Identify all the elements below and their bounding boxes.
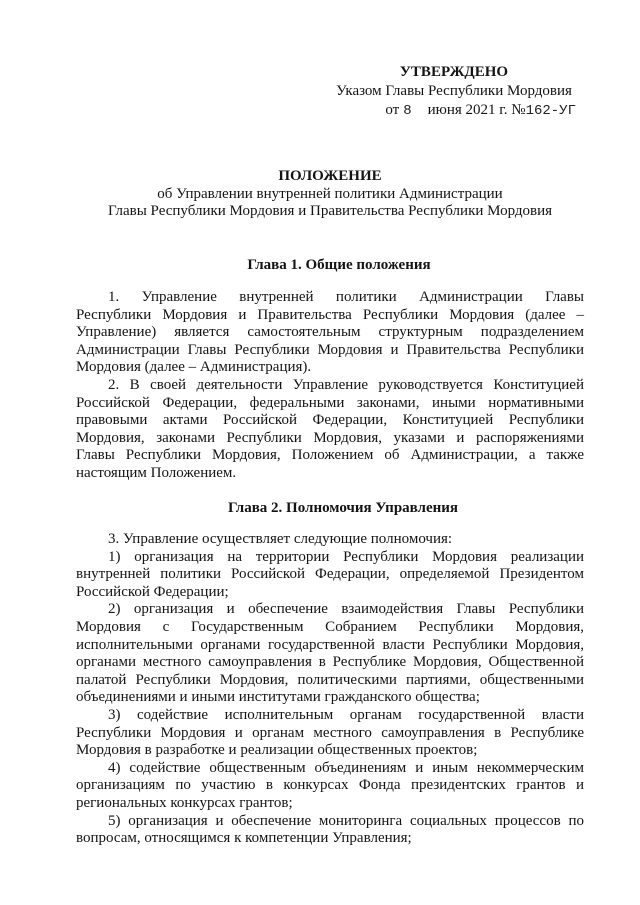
approval-title: УТВЕРЖДЕНО	[399, 64, 509, 80]
approval-block	[326, 63, 582, 121]
approval-number: 162-УГ	[525, 103, 576, 119]
list-item	[76, 707, 584, 760]
paragraph-line: Мордовия с Государственным Собранием Республики Мордовия,	[76, 618, 584, 635]
paragraph-line: Российской Федерации, федеральными законами, иными нормативными	[76, 394, 584, 411]
paragraph-line: палатой Республики Мордовия, политическими партиями, общественными	[76, 671, 584, 688]
paragraph-line: Управление) является самостоятельным структурным подразделением	[76, 324, 584, 341]
paragraph-line: 1. Управление внутренней политики Администрации Главы	[108, 289, 584, 305]
document-title	[76, 168, 584, 221]
paragraph-line: Мордовия, законами Республики Мордовия, указами и распоряжениями	[76, 429, 584, 446]
approval-date-line	[326, 101, 582, 121]
paragraph-line: 4) содействие общественным объединениям и иным некоммерческим	[108, 759, 584, 776]
paragraph-line: Мордовия (далее – Администрация).	[76, 359, 312, 376]
approval-date-rest: июня 2021 г. №	[427, 102, 526, 118]
approval-decree-line: Указом Главы Республики Мордовия	[336, 83, 572, 99]
paragraph-line: Главы Республики Мордовия, Положением об Администрации, а также	[76, 447, 584, 464]
paragraph-line: Республики Мордовия и органам местного самоуправления в Республике	[76, 724, 584, 741]
paragraph-line: настоящим Положением.	[76, 464, 237, 481]
paragraph-line: 1) организация на территории Республики Мордовия реализации	[108, 548, 584, 565]
paragraph-line: 3. Управление осуществляет следующие полномочия:	[108, 531, 453, 547]
paragraph-line: Российской Федерации;	[76, 583, 229, 600]
list-item	[76, 760, 584, 813]
document-title-line: об Управлении внутренней политики Администрации	[157, 185, 503, 202]
paragraph-line: 2) организация и обеспечение взаимодействия Главы Республики	[108, 601, 584, 618]
paragraph	[76, 531, 584, 549]
approval-date-day: 8	[403, 103, 412, 119]
approval-date-prefix: от	[385, 102, 400, 118]
paragraph	[76, 377, 584, 483]
document-title-heading: ПОЛОЖЕНИЕ	[278, 168, 382, 184]
chapter-heading: Глава 2. Полномочия Управления	[227, 500, 459, 516]
paragraph-line: 3) содействие исполнительным органам государственной власти	[108, 706, 584, 723]
paragraph-line: региональных конкурсах грантов;	[76, 794, 293, 811]
paragraph-line: объединениями и иными институтами гражданского общества;	[76, 689, 480, 706]
paragraph-line: исполнительными органами государственной власти Республики Мордовия,	[76, 636, 584, 653]
list-item	[76, 813, 584, 848]
paragraph-line: Мордовия в разработке и реализации общественных проектов;	[76, 742, 478, 759]
paragraph-line: 2. В своей деятельности Управление руководствуется Конституцией	[108, 376, 584, 393]
paragraph-line: 5) организация и обеспечение мониторинга социальных процессов по	[108, 812, 584, 829]
paragraph-line: внутренней политики Российской Федерации, определяемой Президентом	[76, 566, 584, 583]
paragraph-line: организациям по участию в конкурсах Фонда президентских грантов и	[76, 777, 584, 794]
paragraph-line: Администрации Главы Республики Мордовия и Правительства Республики	[76, 341, 584, 358]
list-item	[76, 601, 584, 707]
document-title-line: Главы Республики Мордовия и Правительства Республики Мордовия	[107, 203, 553, 220]
list-item	[76, 549, 584, 602]
paragraph	[76, 289, 584, 377]
chapter-body	[76, 289, 584, 483]
paragraph-line: правовыми актами Российской Федерации, Конституцией Республики	[76, 412, 584, 429]
chapter-body	[76, 531, 584, 848]
chapter-heading: Глава 1. Общие положения	[247, 257, 431, 273]
paragraph-line: органами местного самоуправления в Республике Мордовия, Общественной	[76, 654, 584, 671]
paragraph-line: вопросам, относящимся к компетенции Управления;	[76, 830, 412, 847]
paragraph-line: Республики Мордовия и Правительства Республики Мордовия (далее –	[76, 306, 584, 323]
